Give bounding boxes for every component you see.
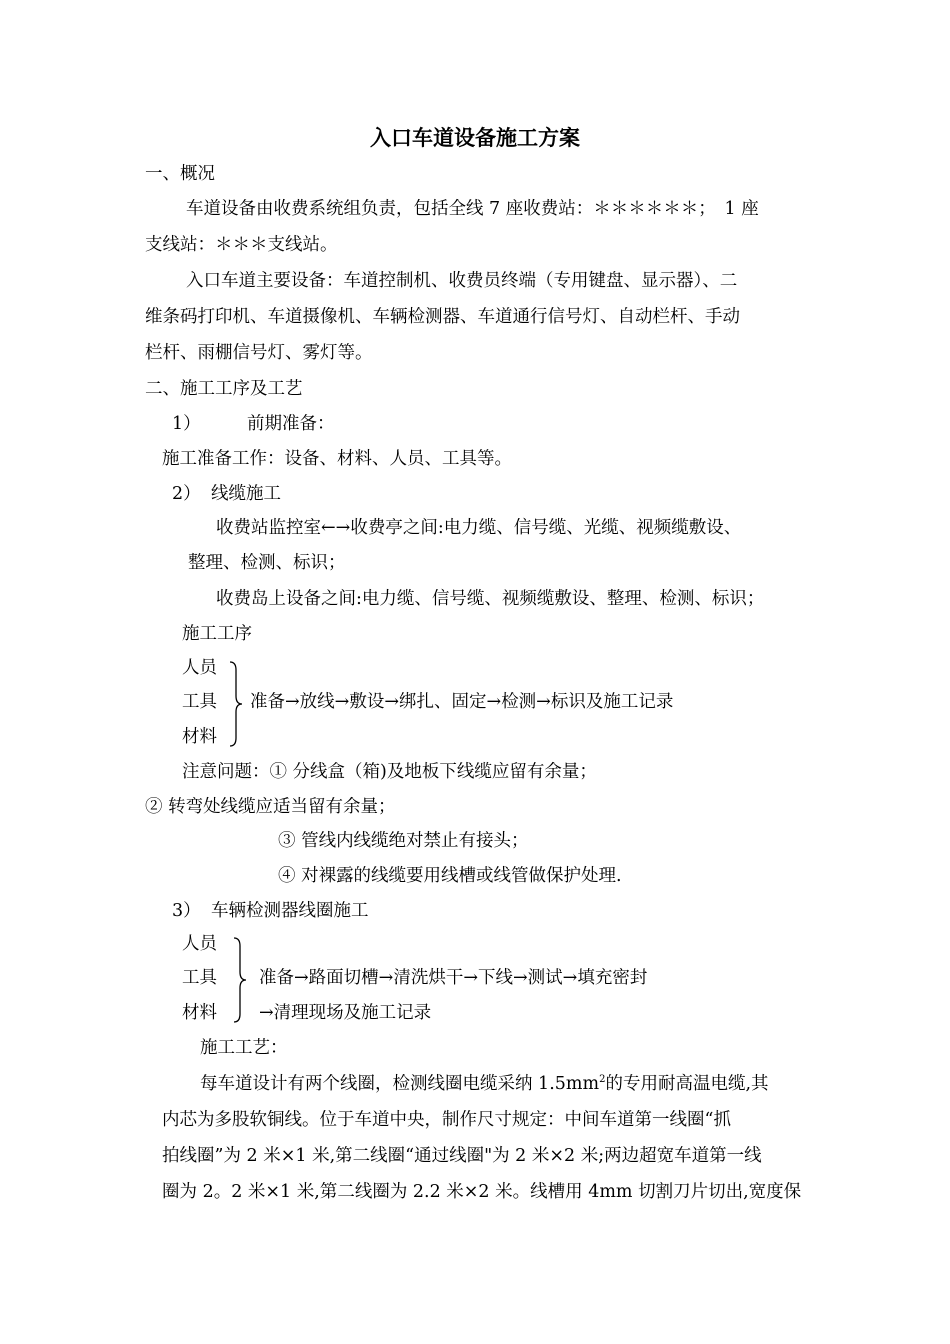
superscript: 2 [599, 1074, 606, 1086]
step3-paragraph-line-1-part-a: 每车道设计有两个线圈，检测线圈电缆采纳 1.5mm [200, 1074, 600, 1094]
step1-text: 施工准备工作：设备、材料、人员、工具等。 [162, 449, 512, 469]
section2-heading: 二、施工工序及工艺 [145, 379, 303, 399]
step3-paragraph-line-1 [200, 1072, 769, 1096]
section1-heading: 一、概况 [145, 164, 215, 184]
notes-line-2: ② 转弯处线缆应适当留有余量； [145, 797, 396, 817]
step2-line-1: 收费站监控室←→收费亭之间:电力缆、信号缆、光缆、视频缆敷设、 [216, 518, 742, 538]
step2-sequence-label: 施工工序 [182, 624, 252, 644]
step1-title: 前期准备： [247, 414, 335, 434]
notes-line-1: 注意问题：① 分线盒（箱)及地板下线缆应留有余量； [182, 762, 597, 782]
step2-brace-item: 工具 [182, 692, 217, 712]
overview-paragraph-2-line-2: 维条码打印机、车道摄像机、车辆检测器、车道通行信号灯、自动栏杆、手动 [145, 307, 740, 327]
step3-paragraph-line-1-part-b: 的专用耐高温电缆,其 [605, 1074, 769, 1094]
step2-line-2: 整理、检测、标识； [188, 553, 346, 573]
step2-brace-item: 人员 [182, 658, 217, 678]
step2-brace-item: 材料 [182, 727, 217, 747]
step2-number: 2） [172, 484, 201, 504]
step1-number: 1） [172, 414, 201, 434]
step3-brace-item: 人员 [182, 934, 217, 954]
document-title: 入口车道设备施工方案 [370, 125, 580, 150]
step3-title: 车辆检测器线圈施工 [211, 901, 369, 921]
step3-paragraph-line-4: 圈为 2。2 米×1 米,第二线圈为 2.2 米×2 米。线槽用 4mm 切割刀片切出,宽度保 [162, 1182, 802, 1202]
step3-brace-item: 材料 [182, 1003, 217, 1023]
step3-process-flow-line-2: →清理现场及施工记录 [259, 1003, 432, 1023]
step2-title: 线缆施工 [211, 484, 281, 504]
step2-line-3: 收费岛上设备之间:电力缆、信号缆、视频缆敷设、整理、检测、标识； [216, 589, 765, 609]
step3-paragraph-line-2: 内芯为多股软铜线。位于车道中央，制作尺寸规定：中间车道第一线圈“抓 [162, 1110, 731, 1130]
overview-paragraph-1-line-1: 车道设备由收费系统组负责，包括全线 7 座收费站：＊＊＊＊＊＊； 1 座 [186, 199, 759, 219]
step3-process-flow-line-1: 准备→路面切槽→清洗烘干→下线→测试→填充密封 [259, 968, 648, 988]
brace-icon [224, 660, 244, 748]
overview-paragraph-2-line-3: 栏杆、雨棚信号灯、雾灯等。 [145, 343, 373, 363]
step2-process-flow: 准备→放线→敷设→绑扎、固定→检测→标识及施工记录 [250, 692, 674, 712]
overview-paragraph-2-line-1: 入口车道主要设备：车道控制机、收费员终端（专用键盘、显示器）、二 [186, 271, 738, 291]
step3-craft-label: 施工工艺： [200, 1038, 288, 1058]
step3-paragraph-line-3: 拍线圈”为 2 米×1 米,第二线圈“通过线圈"为 2 米×2 米;两边超宽车道第一线 [162, 1146, 762, 1166]
step3-number: 3） [172, 901, 201, 921]
overview-paragraph-1-line-2: 支线站：＊＊＊支线站。 [145, 235, 338, 255]
brace-icon [228, 936, 248, 1024]
step3-brace-item: 工具 [182, 968, 217, 988]
notes-line-4: ④ 对裸露的线缆要用线槽或线管做保护处理. [278, 866, 622, 886]
notes-line-3: ③ 管线内线缆绝对禁止有接头； [278, 831, 529, 851]
